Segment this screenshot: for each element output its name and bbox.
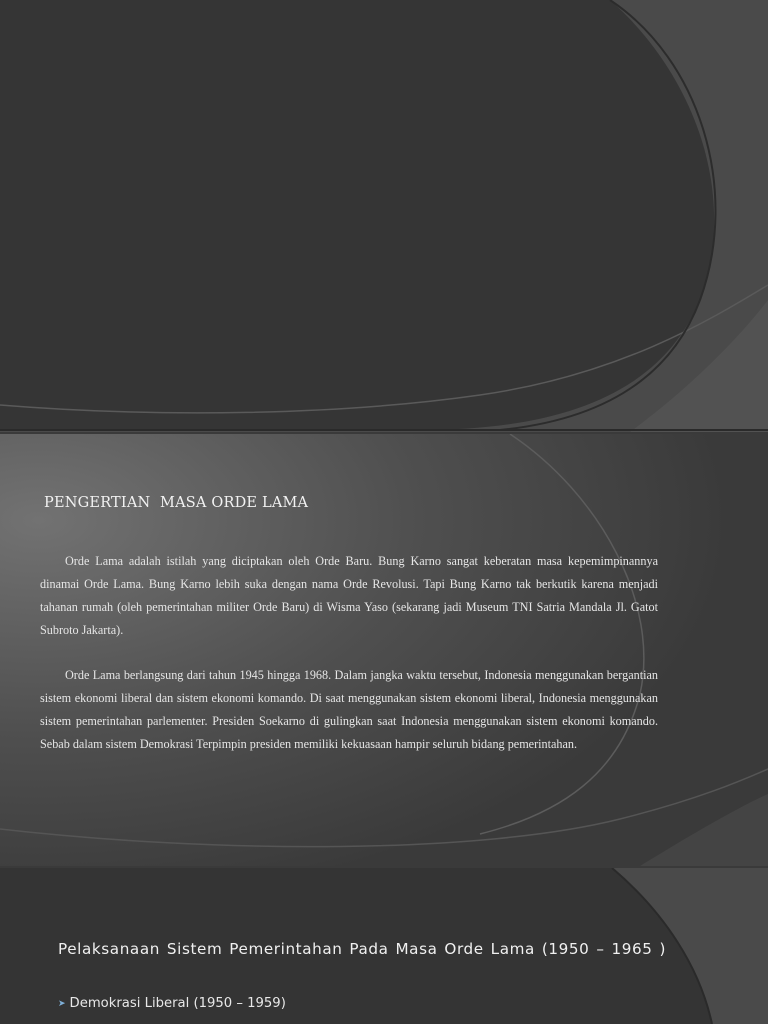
slide-1 xyxy=(0,0,768,432)
slide-title: PENGERTIAN MASA ORDE LAMA xyxy=(44,495,309,511)
paragraph-2: Orde Lama berlangsung dari tahun 1945 hingga 1968. Dalam jangka waktu tersebut, Indonesia menggunakan bergantian sistem ekonomi liberal dan sistem ekonomi komando. Di saat menggunakan sistem ekonomi liberal, Indonesia menggunakan sistem pemerintahan parlementer. Presiden Soekarno di gulingkan saat Indonesia menggunakan sistem ekonomi komando. Sebab dalam sistem Demokrasi Terpimpin presiden memiliki kekuasaan hampir seluruh bidang pemerintahan. xyxy=(40,668,658,751)
list-item xyxy=(58,996,286,1011)
bullet-text: Demokrasi Liberal (1950 – 1959) xyxy=(69,996,286,1011)
arrow-bullet-icon: ➤ xyxy=(58,999,66,1009)
paragraph-1: Orde Lama adalah istilah yang diciptakan oleh Orde Baru. Bung Karno sangat keberatan masa kepemimpinannya dinamai Orde Lama. Bung Karno lebih suka dengan nama Orde Revolusi. Tapi Bung Karno tak berkutik karena menjadi tahanan rumah (oleh pemerintahan militer Orde Baru) di Wisma Yaso (sekarang jadi Museum TNI Satria Mandala Jl. Gatot Subroto Jakarta). xyxy=(40,554,658,637)
slide-2 xyxy=(0,434,768,866)
slide-1-background xyxy=(0,0,768,432)
slide-3 xyxy=(0,868,768,1024)
slide-heading: Pelaksanaan Sistem Pemerintahan Pada Masa Orde Lama (1950 – 1965 ) xyxy=(58,940,666,958)
